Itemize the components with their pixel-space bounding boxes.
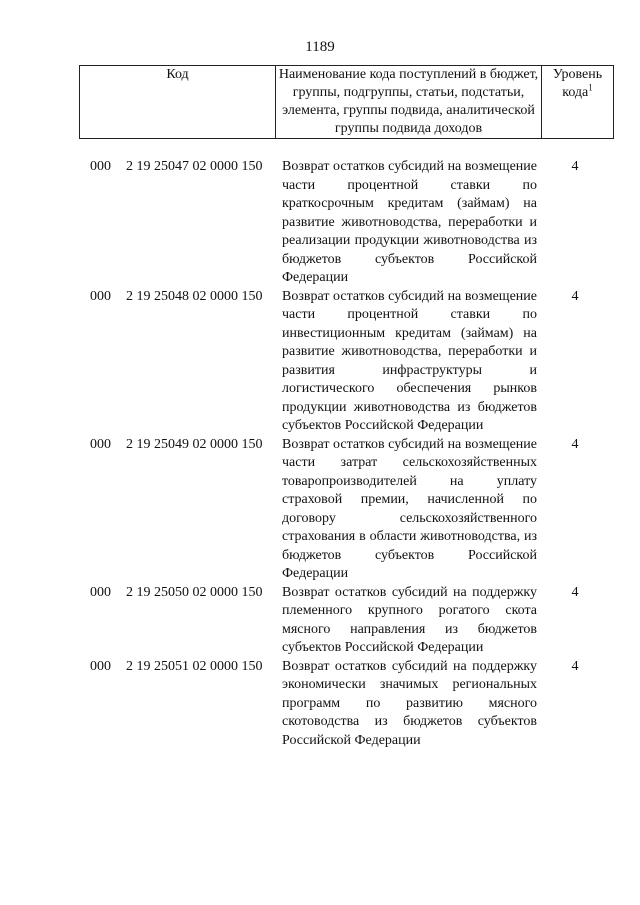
revenue-name: Возврат остатков субсидий на возмещение части затрат сельскохозяйственных товаропроизводителей на уплату страховой премии, начисленной по договору сельскохозяйственного страхования в области животноводства, из бюджетов субъектов Российской Федерации: [282, 436, 537, 581]
admin-code: 000: [90, 159, 111, 174]
header-name-cell: Наименование кода поступлений в бюджет, группы, подгруппы, статьи, подстатьи, элемента, группы подвида, аналитической группы подвида доходов: [276, 66, 542, 139]
footnote-marker: 1: [588, 82, 593, 93]
code-level: 4: [571, 159, 579, 174]
table-row: [0, 658, 640, 751]
table-row: [0, 584, 640, 658]
admin-code: 000: [90, 584, 111, 600]
code-level: 4: [571, 584, 579, 600]
revenue-name: Возврат остатков субсидий на поддержку экономически значимых региональных программ по развитию мясного скотоводства из бюджетов субъектов Российской Федерации: [282, 658, 537, 748]
admin-code: 000: [90, 658, 111, 674]
header-level-label: Уровень кода: [552, 67, 603, 100]
revenue-code: 2 19 25051 02 0000 150: [126, 658, 263, 674]
table-body: [0, 158, 640, 750]
header-code-cell: Код: [80, 66, 276, 139]
revenue-name: Возврат остатков субсидий на возмещение части процентной ставки по инвестиционным кредитам (займам) на развитие животноводства, переработки и развития инфраструктуры и логистического обеспечения рынков продукции животноводства из бюджетов субъектов Российской Федерации: [282, 288, 537, 433]
admin-code: 000: [90, 436, 111, 452]
table-row: [0, 436, 640, 584]
revenue-code: 2 19 25050 02 0000 150: [126, 584, 263, 600]
table-row: [0, 288, 640, 436]
revenue-name: Возврат остатков субсидий на возмещение части процентной ставки по краткосрочным кредитам (займам) на развитие животноводства, переработки и реализации продукции животноводства из бюджетов субъектов Российской Федерации: [282, 159, 537, 285]
table-header: [79, 65, 614, 139]
revenue-code: 2 19 25047 02 0000 150: [126, 159, 263, 174]
code-level: 4: [571, 288, 579, 304]
revenue-code: 2 19 25048 02 0000 150: [126, 288, 263, 304]
page-number: 1189: [305, 39, 335, 55]
header-level-cell: [542, 66, 614, 139]
admin-code: 000: [90, 288, 111, 304]
revenue-name: Возврат остатков субсидий на поддержку племенного крупного рогатого скота мясного направления из бюджетов субъектов Российской Федерации: [282, 584, 537, 655]
code-level: 4: [571, 436, 579, 452]
code-level: 4: [571, 658, 579, 674]
table-row: [0, 158, 640, 288]
header-row: [80, 66, 614, 139]
revenue-code: 2 19 25049 02 0000 150: [126, 436, 263, 452]
